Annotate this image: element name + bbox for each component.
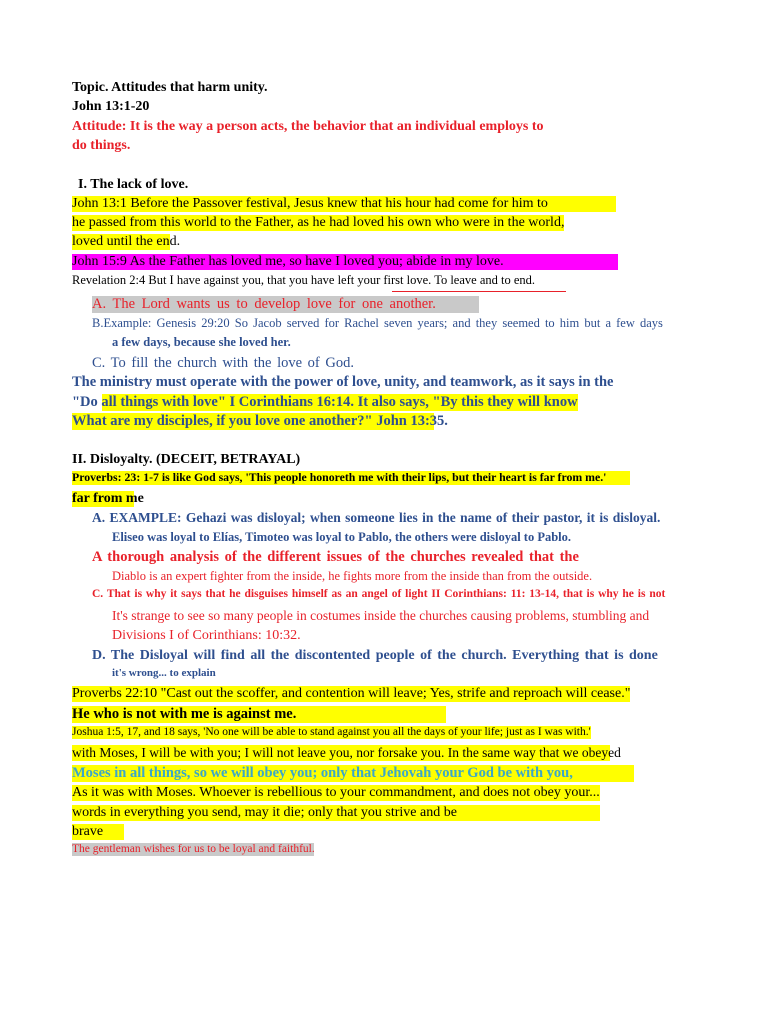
proverbs-22-10-verse: Proverbs 22:10 "Cast out the scoffer, and contention will leave; Yes, strife and reproach will cease."	[72, 686, 631, 701]
john-15-9-verse: John 15:9 As the Father has loved me, so have I loved you; abide in my love.	[72, 254, 618, 270]
list-item-b-example-line-1: B.Example: Genesis 29:20 So Jacob served for Rachel seven years; and they seemed to him but a few days	[92, 316, 663, 330]
section-heading-disloyalty: II. Disloyalty. (DECEIT, BETRAYAL)	[72, 452, 301, 467]
revelation-2-4-verse: Revelation 2:4 But I have against you, that you have left your first love. To leave and to end.	[72, 273, 536, 287]
moses-line-4: words in everything you send, may it die; only that you strive and be	[72, 805, 600, 821]
moses-line-1: with Moses, I will be with you; I will not leave you, nor forsake you. In the same way that we obeyed	[72, 745, 621, 760]
far-from-me-line: far from me	[72, 491, 144, 506]
loyal-faithful-line: The gentleman wishes for us to be loyal and faithful.	[72, 843, 315, 855]
not-with-me-line: He who is not with me is against me.	[72, 706, 446, 723]
joshua-verse-line: Joshua 1:5, 17, and 18 says, 'No one will be able to stand against you all the days of your life; just as I was with.'	[72, 726, 591, 738]
john-13-1-line-3: loved until the end.	[72, 234, 181, 249]
list-item-c-disguise: C. That is why it says that he disguises himself as an angel of light II Corinthians: 11: 13-14, that is why he is not	[92, 588, 666, 600]
list-item-a-love-one-another: A. The Lord wants us to develop love for one another.	[92, 296, 479, 313]
moses-line-3: As it was with Moses. Whoever is rebellious to your commandment, and does not obey your...	[72, 785, 600, 800]
example-gehazi-line-1: A. EXAMPLE: Gehazi was disloyal; when someone lies in the name of their pastor, it is disloyal.	[92, 510, 661, 525]
moses-line-2: Moses in all things, so we will obey you; only that Jehovah your God be with you,	[72, 765, 634, 782]
proverbs-23-verse: Proverbs: 23: 1-7 is like God says, 'This people honoreth me with their lips, but their heart is far from me.'	[72, 471, 630, 485]
list-item-b-example-line-2: a few days, because she loved her.	[112, 335, 291, 349]
example-gehazi-line-2: Eliseo was loyal to Elías, Timoteo was loyal to Pablo, the others were disloyal to Pablo.	[112, 530, 572, 544]
topic-title: Topic. Attitudes that harm unity.	[72, 80, 268, 95]
strange-to-see-line-1: It's strange to see so many people in costumes inside the churches causing problems, stumbling and	[112, 608, 650, 623]
ministry-paragraph-line-1: The ministry must operate with the power of love, unity, and teamwork, as it says in the	[72, 374, 614, 390]
section-heading-lack-of-love: I. The lack of love.	[78, 177, 189, 192]
list-item-c-fill-church: C. To fill the church with the love of God.	[92, 355, 354, 371]
diablo-fighter-line: Diablo is an expert fighter from the inside, he fights more from the inside than from the outside.	[112, 569, 593, 583]
ministry-paragraph-line-3: What are my disciples, if you love one another?" John 13:35.	[72, 413, 448, 429]
strange-to-see-line-2: Divisions I of Corinthians: 10:32.	[112, 628, 301, 643]
ministry-paragraph-line-2: "Do all things with love" I Corinthians 16:14. It also says, "By this they will know	[72, 394, 578, 410]
thorough-analysis-line: A thorough analysis of the different issues of the churches revealed that the	[92, 549, 579, 565]
scripture-reference: John 13:1-20	[72, 99, 150, 114]
brave-line: brave	[72, 824, 124, 840]
underline-decoration	[392, 291, 566, 292]
john-13-1-line-1: John 13:1 Before the Passover festival, Jesus knew that his hour had come for him to	[72, 196, 616, 212]
wrong-to-explain-line: it's wrong... to explain	[112, 667, 216, 679]
list-item-d-disloyal: D. The Disloyal will find all the discontented people of the church. Everything that is done	[92, 648, 658, 663]
attitude-definition-line-1: Attitude: It is the way a person acts, the behavior that an individual employs to	[72, 119, 544, 134]
attitude-definition-line-2: do things.	[72, 138, 131, 153]
john-13-1-line-2: he passed from this world to the Father, as he had loved his own who were in the world,	[72, 215, 565, 230]
